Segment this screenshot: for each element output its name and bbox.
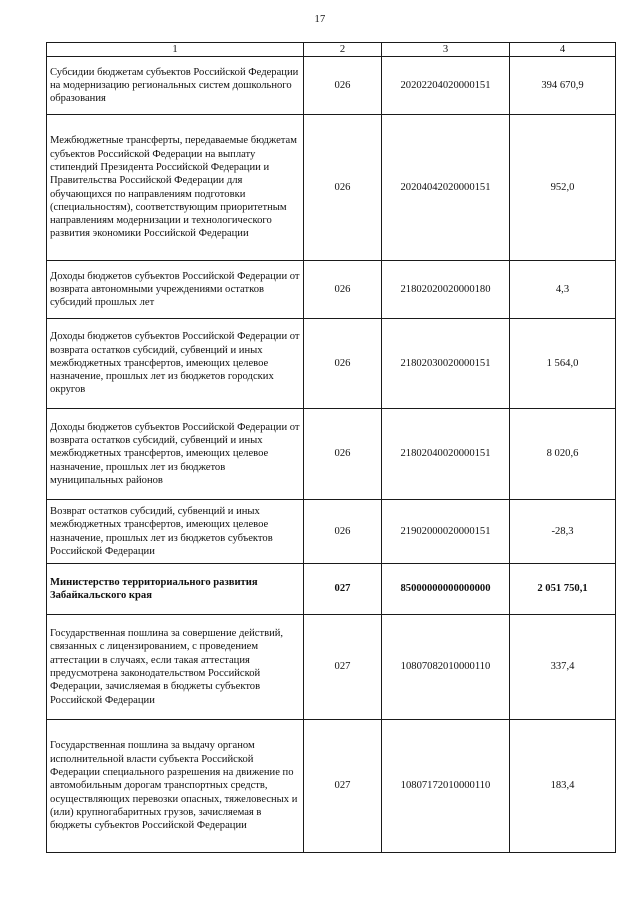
row-name: Доходы бюджетов субъектов Российской Федерации от возврата остатков субсидий, субвенций и иных межбюджетных трансфертов, имеющих целевое назначение, прошлых лет из бюджетов городских округов	[47, 319, 304, 409]
row-kbk: 85000000000000000	[382, 564, 510, 615]
row-kbk: 21802020020000180	[382, 261, 510, 319]
row-name: Межбюджетные трансферты, передаваемые бюджетам субъектов Российской Федерации на выплату стипендий Президента Российской Федерации и Правительства Российской Федерации для обучающихся по направлениям подготовки (специальностям), соответствующим приоритетным направлениям модернизации и технологического развития экономики Российской Федерации	[47, 115, 304, 261]
row-admin-code: 026	[304, 319, 382, 409]
row-amount: -28,3	[510, 500, 616, 564]
table-row	[47, 720, 616, 853]
table-header-row	[47, 43, 616, 57]
table-row	[47, 500, 616, 564]
row-kbk: 10807082010000110	[382, 615, 510, 720]
row-name: Государственная пошлина за совершение действий, связанных с лицензированием, с проведением аттестации в случаях, если такая аттестация предусмотрена законодательством Российской Федерации, зачисляемая в бюджеты субъектов Российской Федерации	[47, 615, 304, 720]
row-kbk: 21802040020000151	[382, 409, 510, 500]
row-name: Государственная пошлина за выдачу органом исполнительной власти субъекта Российской Федерации специального разрешения на движение по автомобильным дорогам транспортных средств, осуществляющих перевозки опасных, тяжеловесных и (или) крупногабаритных грузов, зачисляемая в бюджеты субъектов Российской Федерации	[47, 720, 304, 853]
row-kbk: 21902000020000151	[382, 500, 510, 564]
row-amount: 1 564,0	[510, 319, 616, 409]
column-header-name: 1	[47, 43, 304, 57]
table-row	[47, 615, 616, 720]
table-row	[47, 409, 616, 500]
row-amount: 8 020,6	[510, 409, 616, 500]
table-row	[47, 115, 616, 261]
table-row-section-heading	[47, 564, 616, 615]
row-kbk: 20202204020000151	[382, 57, 510, 115]
table-row	[47, 261, 616, 319]
row-admin-code: 027	[304, 615, 382, 720]
row-name: Доходы бюджетов субъектов Российской Федерации от возврата автономными учреждениями остатков субсидий прошлых лет	[47, 261, 304, 319]
row-name: Возврат остатков субсидий, субвенций и иных межбюджетных трансфертов, имеющих целевое назначение, прошлых лет из бюджетов субъектов Российской Федерации	[47, 500, 304, 564]
revenue-table	[46, 42, 616, 853]
row-name: Министерство территориального развития Забайкальского края	[47, 564, 304, 615]
table-row	[47, 319, 616, 409]
column-header-admin-code: 2	[304, 43, 382, 57]
row-kbk: 21802030020000151	[382, 319, 510, 409]
table-row	[47, 57, 616, 115]
row-amount: 183,4	[510, 720, 616, 853]
row-amount: 4,3	[510, 261, 616, 319]
row-amount: 337,4	[510, 615, 616, 720]
row-amount: 394 670,9	[510, 57, 616, 115]
row-kbk: 20204042020000151	[382, 115, 510, 261]
row-admin-code: 026	[304, 261, 382, 319]
column-header-kbk: 3	[382, 43, 510, 57]
row-name: Субсидии бюджетам субъектов Российской Федерации на модернизацию региональных систем дошкольного образования	[47, 57, 304, 115]
row-admin-code: 027	[304, 720, 382, 853]
row-admin-code: 026	[304, 500, 382, 564]
row-kbk: 10807172010000110	[382, 720, 510, 853]
page-number: 17	[314, 14, 326, 25]
row-name: Доходы бюджетов субъектов Российской Федерации от возврата остатков субсидий, субвенций и иных межбюджетных трансфертов, имеющих целевое назначение, прошлых лет из бюджетов муниципальных районов	[47, 409, 304, 500]
row-admin-code: 026	[304, 409, 382, 500]
column-header-amount: 4	[510, 43, 616, 57]
row-admin-code: 027	[304, 564, 382, 615]
row-admin-code: 026	[304, 57, 382, 115]
row-amount: 952,0	[510, 115, 616, 261]
row-admin-code: 026	[304, 115, 382, 261]
row-amount: 2 051 750,1	[510, 564, 616, 615]
